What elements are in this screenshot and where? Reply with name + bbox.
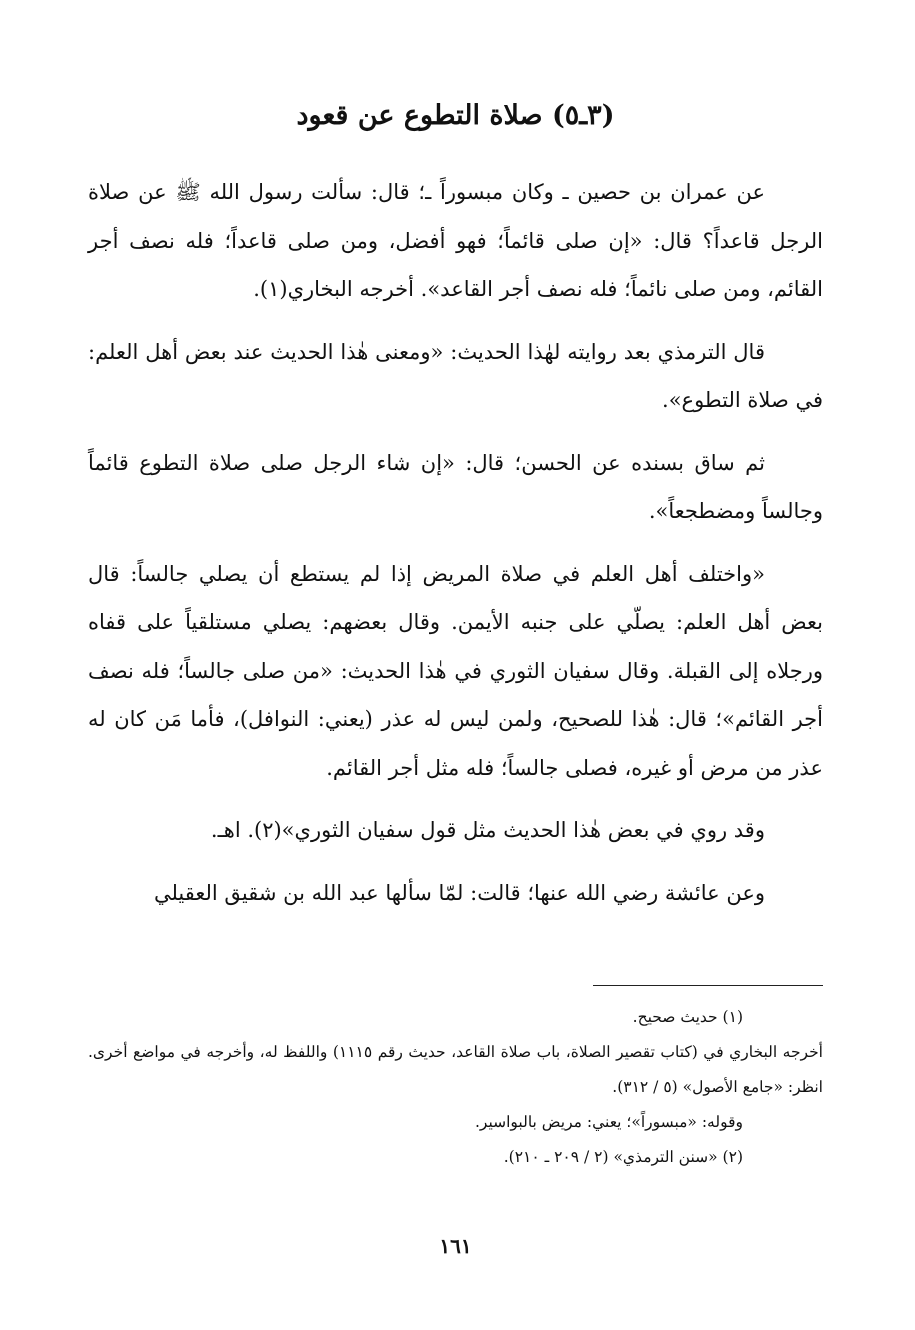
page-number: ١٦١ bbox=[439, 1234, 472, 1258]
footnote-1-explanation: وقوله: «مبسوراً»؛ يعني: مريض بالبواسير. bbox=[474, 1113, 743, 1131]
page-title: (٣ـ٥) صلاة التطوع عن قعود bbox=[296, 100, 615, 131]
footnote-1-source: أخرجه البخاري في (كتاب تقصير الصلاة، باب صلاة القاعد، حديث رقم ١١١٥) واللفظ له، وأخرجه في مواضع أخرى. انظر: «جامع الأصول» (٥ / ٣١٢). bbox=[88, 1043, 823, 1096]
main-text bbox=[88, 168, 823, 931]
paragraph-aisha-narration: وعن عائشة رضي الله عنها؛ قالت: لمّا سألها عبد الله بن شقيق العقيلي bbox=[153, 880, 765, 905]
footnote-2: (٢) «سنن الترمذي» (٢ / ٢٠٩ ـ ٢١٠). bbox=[503, 1148, 743, 1166]
footnote-1-title: (١) حديث صحيح. bbox=[632, 1008, 743, 1026]
paragraph-hadith-imran: عن عمران بن حصين ـ وكان مبسوراً ـ؛ قال: سألت رسول الله ﷺ عن صلاة الرجل قاعداً؟ قال: «إن صلى قائماً؛ فهو أفضل، ومن صلى قاعداً؛ فله نصف أجر القائم، ومن صلى نائماً؛ فله نصف أجر القاعد». أخرجه البخاري(١). bbox=[88, 180, 823, 301]
paragraph-scholars-dispute: «واختلف أهل العلم في صلاة المريض إذا لم يستطع أن يصلي جالساً: قال بعض أهل العلم: يصلّي على جنبه الأيمن. وقال بعضهم: يصلي مستلقياً على قفاه ورجلاه إلى القبلة. وقال سفيان الثوري في هٰذا الحديث: «من صلى جالساً؛ فله نصف أجر القائم»؛ قال: هٰذا للصحيح، ولمن ليس له عذر (يعني: النوافل)، فأما مَن كان له عذر من مرض أو غيره، فصلى جالساً؛ فله مثل أجر القائم. bbox=[88, 561, 823, 780]
book-page bbox=[88, 0, 823, 1330]
paragraph-hasan-narration: ثم ساق بسنده عن الحسن؛ قال: «إن شاء الرجل صلى صلاة التطوع قائماً وجالساً ومضطجعاً». bbox=[88, 450, 823, 523]
footnotes bbox=[88, 1000, 823, 1175]
footnote-divider bbox=[593, 985, 823, 986]
paragraph-tirmidhi-comment: قال الترمذي بعد روايته لهٰذا الحديث: «ومعنى هٰذا الحديث عند بعض أهل العلم: في صلاة التطوع». bbox=[88, 339, 823, 412]
paragraph-sufyan-quote: وقد روي في بعض هٰذا الحديث مثل قول سفيان الثوري»(٢). اهـ. bbox=[210, 818, 765, 842]
